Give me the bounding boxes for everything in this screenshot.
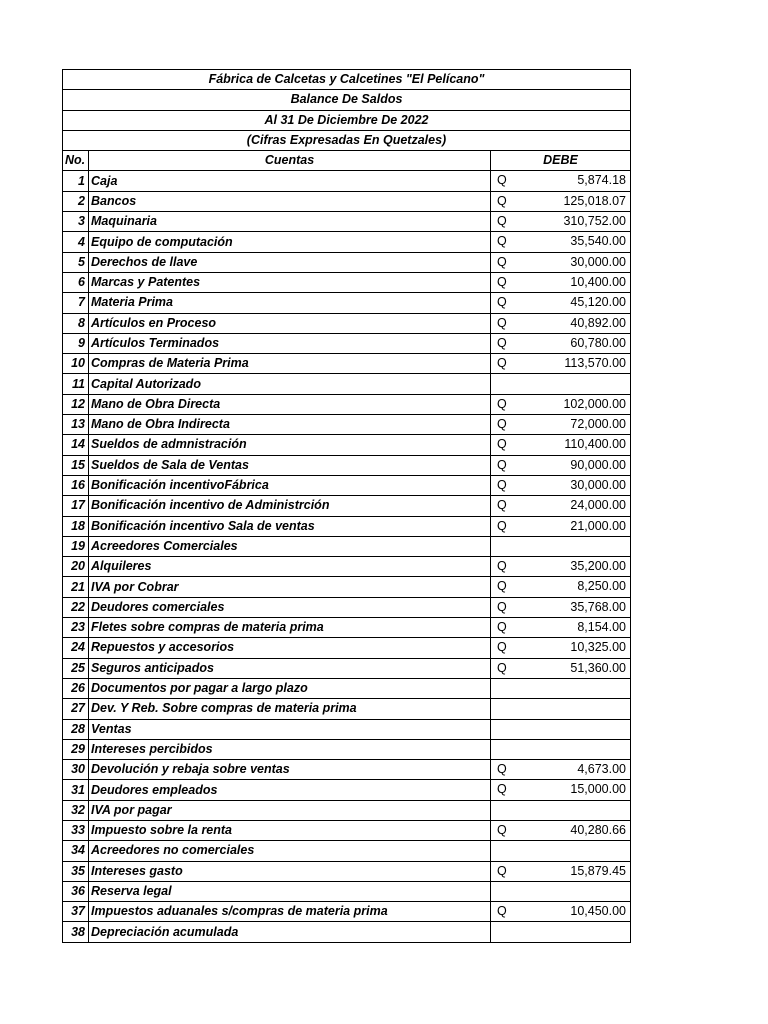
debit-cell (491, 415, 631, 435)
row-number: 11 (63, 374, 89, 394)
row-number: 5 (63, 252, 89, 272)
row-number: 18 (63, 516, 89, 536)
row-number: 10 (63, 354, 89, 374)
account-name: Bancos (89, 191, 491, 211)
row-number: 9 (63, 333, 89, 353)
table-row (63, 516, 631, 536)
table-row (63, 881, 631, 901)
currency-symbol: Q (497, 579, 507, 594)
currency-symbol: Q (497, 599, 507, 614)
debit-amount: 90,000.00 (570, 457, 626, 472)
account-name: Acreedores no comerciales (89, 841, 491, 861)
account-name: Reserva legal (89, 881, 491, 901)
row-number: 24 (63, 638, 89, 658)
account-name: Caja (89, 171, 491, 191)
table-row (63, 232, 631, 252)
account-name: Equipo de computación (89, 232, 491, 252)
report-date: Al 31 De Diciembre De 2022 (63, 110, 631, 130)
table-row (63, 719, 631, 739)
account-name: Ventas (89, 719, 491, 739)
debit-cell (491, 618, 631, 638)
account-name: Bonificación incentivo de Administrción (89, 496, 491, 516)
debit-amount: 40,280.66 (570, 822, 626, 837)
table-row (63, 191, 631, 211)
row-number: 31 (63, 780, 89, 800)
row-number: 27 (63, 699, 89, 719)
table-row (63, 557, 631, 577)
debit-cell (491, 881, 631, 901)
debit-cell (491, 435, 631, 455)
debit-amount: 113,570.00 (564, 356, 626, 371)
account-name: Devolución y rebaja sobre ventas (89, 760, 491, 780)
debit-cell (491, 699, 631, 719)
table-row (63, 333, 631, 353)
currency-symbol: Q (497, 396, 507, 411)
debit-cell (491, 475, 631, 495)
table-row (63, 902, 631, 922)
account-name: Sueldos de admnistración (89, 435, 491, 455)
account-name: Seguros anticipados (89, 658, 491, 678)
debit-amount: 10,325.00 (570, 640, 626, 655)
account-name: Sueldos de Sala de Ventas (89, 455, 491, 475)
debit-cell (491, 354, 631, 374)
row-number: 22 (63, 597, 89, 617)
table-row (63, 313, 631, 333)
debit-amount: 8,250.00 (577, 579, 626, 594)
currency-note: (Cifras Expresadas En Quetzales) (63, 130, 631, 150)
currency-symbol: Q (497, 559, 507, 574)
debit-cell (491, 719, 631, 739)
currency-symbol: Q (497, 904, 507, 919)
account-name: Alquileres (89, 557, 491, 577)
debit-cell (491, 252, 631, 272)
debit-amount: 40,892.00 (570, 315, 626, 330)
account-name: Capital Autorizado (89, 374, 491, 394)
account-name: Marcas y Patentes (89, 272, 491, 292)
table-row (63, 618, 631, 638)
row-number: 32 (63, 800, 89, 820)
table-row (63, 800, 631, 820)
account-name: Artículos Terminados (89, 333, 491, 353)
debit-cell (491, 557, 631, 577)
row-number: 21 (63, 577, 89, 597)
currency-symbol: Q (497, 254, 507, 269)
currency-symbol: Q (497, 335, 507, 350)
debit-cell (491, 516, 631, 536)
table-row (63, 841, 631, 861)
debit-cell (491, 638, 631, 658)
debit-cell (491, 232, 631, 252)
currency-symbol: Q (497, 234, 507, 249)
currency-symbol: Q (497, 762, 507, 777)
account-name: Documentos por pagar a largo plazo (89, 678, 491, 698)
row-number: 2 (63, 191, 89, 211)
account-name: Fletes sobre compras de materia prima (89, 618, 491, 638)
debit-amount: 110,400.00 (564, 437, 626, 452)
table-row (63, 922, 631, 942)
debit-amount: 15,000.00 (570, 782, 626, 797)
account-name: Dev. Y Reb. Sobre compras de materia prima (89, 699, 491, 719)
account-name: IVA por Cobrar (89, 577, 491, 597)
debit-cell (491, 780, 631, 800)
table-row (63, 699, 631, 719)
debit-cell (491, 902, 631, 922)
currency-symbol: Q (497, 477, 507, 492)
table-row (63, 394, 631, 414)
debit-cell (491, 739, 631, 759)
row-number: 12 (63, 394, 89, 414)
table-row (63, 293, 631, 313)
account-name: Depreciación acumulada (89, 922, 491, 942)
table-row (63, 435, 631, 455)
row-number: 6 (63, 272, 89, 292)
account-name: Impuestos aduanales s/compras de materia prima (89, 902, 491, 922)
debit-amount: 8,154.00 (577, 620, 626, 635)
table-row (63, 678, 631, 698)
debit-amount: 10,400.00 (570, 274, 626, 289)
account-name: Mano de Obra Directa (89, 394, 491, 414)
debit-cell (491, 171, 631, 191)
debit-cell (491, 272, 631, 292)
row-number: 7 (63, 293, 89, 313)
row-number: 3 (63, 212, 89, 232)
currency-symbol: Q (497, 660, 507, 675)
debit-cell (491, 678, 631, 698)
company-title: Fábrica de Calcetas y Calcetines "El Pelícano" (63, 70, 631, 90)
table-row (63, 577, 631, 597)
currency-symbol: Q (497, 274, 507, 289)
debit-cell (491, 597, 631, 617)
debit-amount: 30,000.00 (570, 477, 626, 492)
debit-cell (491, 536, 631, 556)
table-row (63, 820, 631, 840)
account-name: Derechos de llave (89, 252, 491, 272)
row-number: 29 (63, 739, 89, 759)
currency-symbol: Q (497, 315, 507, 330)
table-row (63, 475, 631, 495)
table-row (63, 658, 631, 678)
row-number: 4 (63, 232, 89, 252)
row-number: 13 (63, 415, 89, 435)
account-name: IVA por pagar (89, 800, 491, 820)
column-header-no: No. (63, 151, 89, 171)
row-number: 26 (63, 678, 89, 698)
row-number: 8 (63, 313, 89, 333)
debit-cell (491, 394, 631, 414)
table-row (63, 272, 631, 292)
row-number: 15 (63, 455, 89, 475)
row-number: 25 (63, 658, 89, 678)
debit-amount: 24,000.00 (570, 498, 626, 513)
debit-amount: 21,000.00 (570, 518, 626, 533)
debit-cell (491, 922, 631, 942)
currency-symbol: Q (497, 193, 507, 208)
account-name: Intereses gasto (89, 861, 491, 881)
column-header-account: Cuentas (89, 151, 491, 171)
debit-cell (491, 841, 631, 861)
currency-symbol: Q (497, 640, 507, 655)
row-number: 28 (63, 719, 89, 739)
account-name: Bonificación incentivoFábrica (89, 475, 491, 495)
row-number: 36 (63, 881, 89, 901)
account-name: Intereses percibidos (89, 739, 491, 759)
account-name: Acreedores Comerciales (89, 536, 491, 556)
debit-amount: 125,018.07 (563, 193, 626, 208)
row-number: 17 (63, 496, 89, 516)
debit-cell (491, 820, 631, 840)
debit-cell (491, 333, 631, 353)
table-row (63, 496, 631, 516)
trial-balance-table (62, 69, 631, 943)
table-row (63, 780, 631, 800)
account-name: Deudores comerciales (89, 597, 491, 617)
table-row (63, 597, 631, 617)
debit-cell (491, 861, 631, 881)
debit-amount: 30,000.00 (570, 254, 626, 269)
debit-cell (491, 658, 631, 678)
debit-amount: 51,360.00 (570, 660, 626, 675)
currency-symbol: Q (497, 356, 507, 371)
debit-cell (491, 455, 631, 475)
table-row (63, 536, 631, 556)
table-row (63, 638, 631, 658)
debit-amount: 4,673.00 (577, 762, 626, 777)
debit-cell (491, 496, 631, 516)
account-name: Compras de Materia Prima (89, 354, 491, 374)
currency-symbol: Q (497, 295, 507, 310)
currency-symbol: Q (497, 863, 507, 878)
account-name: Materia Prima (89, 293, 491, 313)
table-row (63, 354, 631, 374)
row-number: 1 (63, 171, 89, 191)
account-name: Bonificación incentivo Sala de ventas (89, 516, 491, 536)
row-number: 35 (63, 861, 89, 881)
debit-amount: 15,879.45 (570, 863, 626, 878)
row-number: 34 (63, 841, 89, 861)
currency-symbol: Q (497, 822, 507, 837)
row-number: 19 (63, 536, 89, 556)
currency-symbol: Q (497, 457, 507, 472)
debit-amount: 102,000.00 (563, 396, 626, 411)
row-number: 20 (63, 557, 89, 577)
account-name: Maquinaria (89, 212, 491, 232)
debit-cell (491, 293, 631, 313)
account-name: Deudores empleados (89, 780, 491, 800)
row-number: 30 (63, 760, 89, 780)
debit-cell (491, 800, 631, 820)
currency-symbol: Q (497, 518, 507, 533)
debit-amount: 35,540.00 (570, 234, 626, 249)
currency-symbol: Q (497, 437, 507, 452)
row-number: 33 (63, 820, 89, 840)
currency-symbol: Q (497, 214, 507, 229)
row-number: 37 (63, 902, 89, 922)
table-row (63, 861, 631, 881)
debit-amount: 60,780.00 (570, 335, 626, 350)
column-header-debit: DEBE (491, 151, 631, 171)
table-row (63, 374, 631, 394)
table-row (63, 171, 631, 191)
debit-amount: 35,200.00 (570, 559, 626, 574)
table-row (63, 760, 631, 780)
debit-amount: 72,000.00 (570, 417, 626, 432)
debit-amount: 45,120.00 (570, 295, 626, 310)
table-row (63, 212, 631, 232)
report-title: Balance De Saldos (63, 90, 631, 110)
row-number: 14 (63, 435, 89, 455)
row-number: 23 (63, 618, 89, 638)
debit-cell (491, 212, 631, 232)
debit-amount: 310,752.00 (563, 214, 626, 229)
account-name: Impuesto sobre la renta (89, 820, 491, 840)
row-number: 38 (63, 922, 89, 942)
currency-symbol: Q (497, 173, 507, 188)
row-number: 16 (63, 475, 89, 495)
debit-cell (491, 313, 631, 333)
account-name: Artículos en Proceso (89, 313, 491, 333)
debit-cell (491, 577, 631, 597)
debit-cell (491, 374, 631, 394)
currency-symbol: Q (497, 782, 507, 797)
table-row (63, 455, 631, 475)
table-row (63, 415, 631, 435)
debit-amount: 10,450.00 (570, 904, 626, 919)
table-row (63, 739, 631, 759)
table-row (63, 252, 631, 272)
debit-amount: 5,874.18 (577, 173, 626, 188)
account-name: Mano de Obra Indirecta (89, 415, 491, 435)
currency-symbol: Q (497, 498, 507, 513)
currency-symbol: Q (497, 417, 507, 432)
debit-cell (491, 760, 631, 780)
debit-amount: 35,768.00 (570, 599, 626, 614)
account-name: Repuestos y accesorios (89, 638, 491, 658)
debit-cell (491, 191, 631, 211)
currency-symbol: Q (497, 620, 507, 635)
